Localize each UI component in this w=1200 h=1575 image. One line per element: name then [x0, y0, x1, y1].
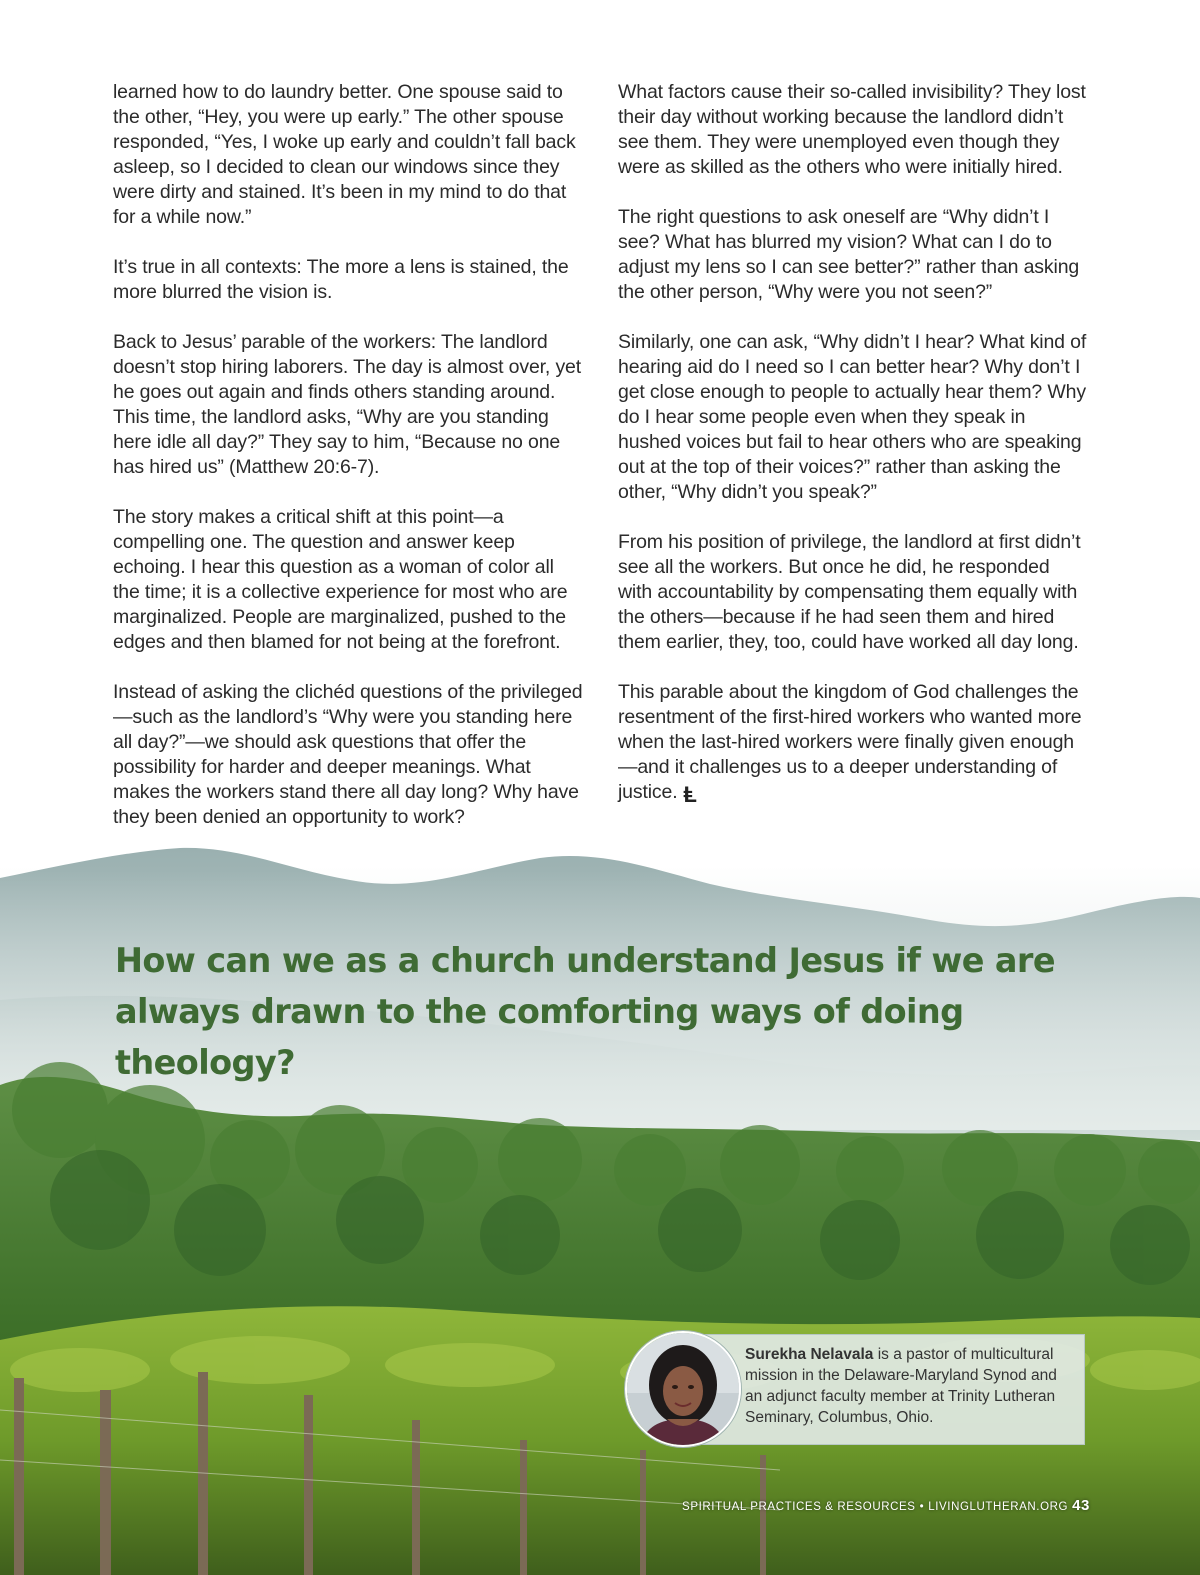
bio-description: is a pastor of multicultural mission in the Delaware-Maryland Synod and an adjunct faculty member at Trinity Lutheran Seminary, Columbus, Ohio.: [745, 1346, 1057, 1426]
paragraph: learned how to do laundry better. One spouse said to the other, “Hey, you were up early.” The other spouse responded, “Yes, I woke up early and couldn’t fall back asleep, so I decided to clean our windows since they were dirty and stained. It’s been in my mind to do that for a while now.”: [113, 81, 576, 228]
paragraph-text: This parable about the kingdom of God challenges the resentment of the first-hired workers who wanted more when the last-hired workers were finally given enough—and it challenges us to a deeper understanding of justice.: [618, 681, 1082, 803]
author-photo: [627, 1333, 739, 1445]
paragraph: The right questions to ask oneself are “Why didn’t I see? What has blurred my vision? What can I do to adjust my lens so I can see better?” rather than asking the other person, “Why were you not seen?”: [618, 206, 1080, 303]
footer-section: SPIRITUAL PRACTICES & RESOURCES: [682, 1501, 916, 1513]
paragraph: Instead of asking the clichéd questions of the privileged—such as the landlord’s “Why were you standing here all day?”—we should ask questions that offer the possibility for harder and deeper meanings. What makes the workers stand there all day long? Why have they been denied an opportunity to work?: [113, 681, 583, 828]
page-number: 43: [1072, 1497, 1090, 1514]
author-name: Surekha Nelavala: [745, 1346, 874, 1363]
author-bio-card: [625, 1334, 1085, 1445]
footer-site: LIVINGLUTHERAN.ORG: [928, 1501, 1069, 1513]
paragraph: Back to Jesus’ parable of the workers: The landlord doesn’t stop hiring laborers. The day is almost over, yet he goes out again and finds others standing around. This time, the landlord asks, “Why are you standing here idle all day?” They say to him, “Because no one has hired us” (Matthew 20:6-7).: [113, 331, 582, 478]
paragraph: It’s true in all contexts: The more a lens is stained, the more blurred the vision is.: [113, 256, 569, 303]
paragraph: What factors cause their so-called invisibility? They lost their day without working because the landlord didn’t see them. They were unemployed even though they were as skilled as the others who were initially hired.: [618, 81, 1086, 178]
bio-text: [745, 1344, 1075, 1428]
pull-quote: How can we as a church understand Jesus if we are always drawn to the comforting ways of doing theology?: [115, 941, 1055, 1082]
paragraph: The story makes a critical shift at this point—a compelling one. The question and answer keep echoing. I hear this question as a woman of color all the time; it is a collective experience for most who are marginalized. People are marginalized, pushed to the edges and then blamed for not being at the forefront.: [113, 506, 568, 653]
end-of-article-mark-icon: Ⱡ: [683, 782, 697, 807]
paragraph: From his position of privilege, the landlord at first didn’t see all the workers. But once he did, he responded with accountability by compensating them equally with the others—because if he had seen them and hired them earlier, they, too, could have worked all day long.: [618, 531, 1081, 653]
article-column-left: [113, 80, 583, 855]
footer-separator: •: [919, 1501, 925, 1513]
page-footer: [682, 1497, 1090, 1514]
final-paragraph: [618, 680, 1088, 807]
article-column-right: [618, 80, 1088, 832]
author-avatar: [625, 1331, 741, 1447]
paragraph: Similarly, one can ask, “Why didn’t I hear? What kind of hearing aid do I need so I can better hear? Why don’t I get close enough to people to actually hear them? Why do I hear some people even when they speak in hushed voices but fail to hear others who are speaking out at the top of their voices?” rather than asking the other, “Why didn’t you speak?”: [618, 331, 1087, 503]
